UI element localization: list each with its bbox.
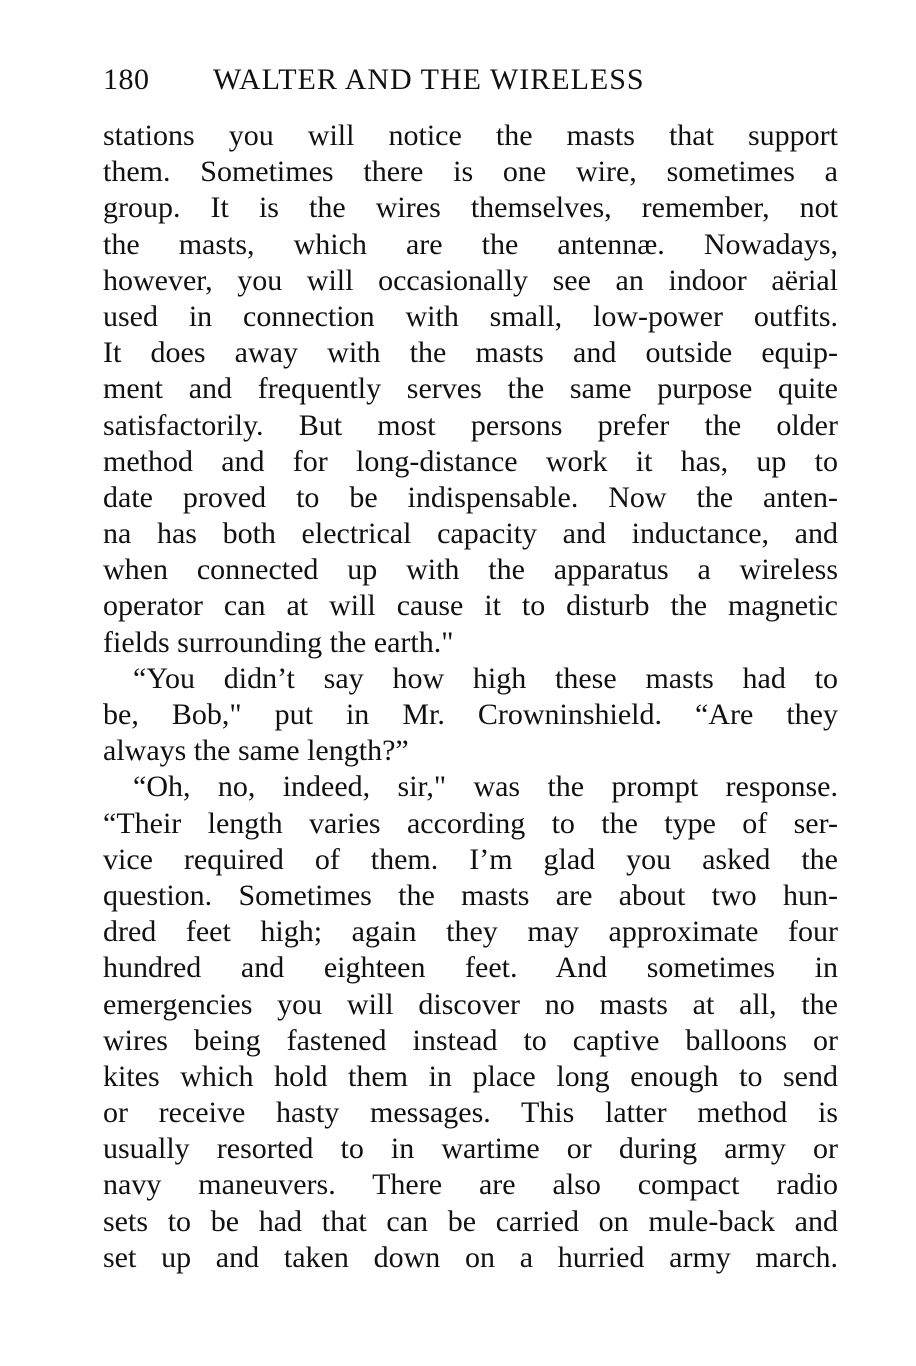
text-line: na has both electrical capacity and inductance, and <box>103 517 838 551</box>
text-line: ment and frequently serves the same purpose quite <box>103 372 838 406</box>
text-line: wires being fastened instead to captive balloons or <box>103 1023 838 1057</box>
text-line: group. It is the wires themselves, remember, not <box>103 191 838 225</box>
text-line: question. Sometimes the masts are about two hun- <box>103 878 838 912</box>
text-line: vice required of them. I’m glad you asked the <box>103 842 838 876</box>
text-line: be, Bob," put in Mr. Crowninshield. “Are they <box>103 698 838 731</box>
text-line: method and for long-distance work it has, up to <box>103 444 838 478</box>
text-line: sets to be had that can be carried on mule-back and <box>103 1204 838 1238</box>
body-text <box>103 118 838 1276</box>
text-line: “Their length varies according to the type of ser- <box>103 806 838 840</box>
text-line: set up and taken down on a hurried army march. <box>103 1240 838 1274</box>
text-line: kites which hold them in place long enough to send <box>103 1059 838 1093</box>
text-line: fields surrounding the earth." <box>103 625 454 659</box>
text-line: stations you will notice the masts that support <box>103 119 838 152</box>
text-line: when connected up with the apparatus a wireless <box>103 553 838 587</box>
text-line: or receive hasty messages. This latter method is <box>103 1096 838 1130</box>
text-line: satisfactorily. But most persons prefer the older <box>103 408 838 442</box>
text-line: navy maneuvers. There are also compact radio <box>103 1168 838 1202</box>
text-line: the masts, which are the antennæ. Nowadays, <box>103 227 838 261</box>
text-line: “Oh, no, indeed, sir," was the prompt response. <box>133 770 838 804</box>
page-number: 180 <box>103 63 150 96</box>
text-line: used in connection with small, low-power outfits. <box>103 299 838 333</box>
text-line: “You didn’t say how high these masts had to <box>133 661 838 695</box>
text-line: date proved to be indispensable. Now the anten- <box>103 480 838 514</box>
text-line: however, you will occasionally see an indoor aërial <box>103 263 838 297</box>
text-line: always the same length?” <box>103 734 409 768</box>
text-line: dred feet high; again they may approximate four <box>103 915 838 949</box>
page-header <box>103 58 843 102</box>
text-line: hundred and eighteen feet. And sometimes in <box>103 951 838 985</box>
running-title: WALTER AND THE WIRELESS <box>213 63 645 96</box>
text-line: It does away with the masts and outside equip- <box>103 336 838 370</box>
text-line: emergencies you will discover no masts at all, the <box>103 987 838 1021</box>
text-line: them. Sometimes there is one wire, sometimes a <box>103 155 838 189</box>
text-line: operator can at will cause it to disturb the magnetic <box>103 589 838 623</box>
text-line: usually resorted to in wartime or during army or <box>103 1132 838 1166</box>
